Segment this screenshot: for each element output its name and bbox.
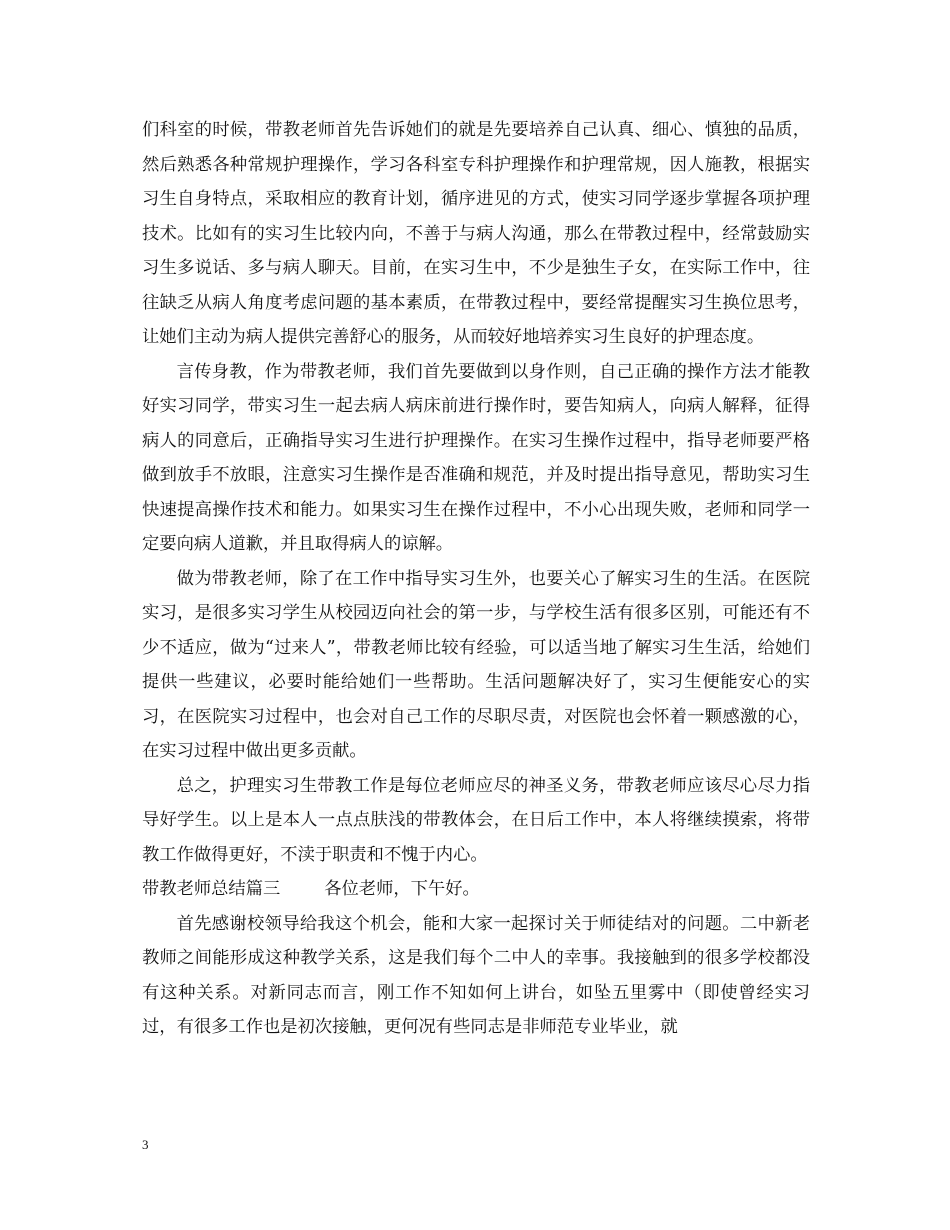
section-heading-line [142, 872, 810, 907]
paragraph-teaching-by-example: 言传身教，作为带教老师，我们首先要做到以身作则，自己正确的操作方法才能教好实习同学，带实习生一起去病人病床前进行操作时，要告知病人，向病人解释，征得病人的同意后，正确指导实习生进行护理操作。在实习生操作过程中，指导老师要严格做到放手不放眼，注意实习生操作是否准确和规范，并及时提出指导意见，帮助实习生快速提高操作技术和能力。如果实习生在操作过程中，不小心出现失败，老师和同学一定要向病人道歉，并且取得病人的谅解。 [142, 361, 810, 554]
section-greeting: 各位老师，下午好。 [324, 879, 480, 899]
document-body [142, 113, 810, 1045]
section-title: 带教老师总结篇三 [142, 879, 281, 899]
paragraph-student-life: 做为带教老师，除了在工作中指导实习生外，也要关心了解实习生的生活。在医院实习，是很多实习学生从校园迈向社会的第一步，与学校生活有很多区别，可能还有不少不适应，做为“过来人”，带教老师比较有经验，可以适当地了解实习生生活，给她们提供一些建议，必要时能给她们一些帮助。生活问题解决好了，实习生便能安心的实习，在医院实习过程中，也会对自己工作的尽职尽责，对医院也会怀着一颗感激的心，在实习过程中做出更多贡献。 [142, 568, 810, 761]
paragraph-thanks: 首先感谢校领导给我这个机会，能和大家一起探讨关于师徒结对的问题。二中新老教师之间能形成这种教学关系，这是我们每个二中人的幸事。我接触到的很多学校都没有这种关系。对新同志而言，刚工作不知如何上讲台，如坠五里雾中（即使曾经实习过，有很多工作也是初次接触，更何况有些同志是非师范专业毕业，就 [142, 913, 810, 1037]
paragraph-conclusion: 总之，护理实习生带教工作是每位老师应尽的神圣义务，带教老师应该尽心尽力指导好学生。以上是本人一点点肤浅的带教体会，在日后工作中，本人将继续摸索，将带教工作做得更好，不渎于职责和不愧于内心。 [142, 775, 810, 865]
page-number: 3 [142, 1137, 149, 1152]
paragraph-continuation: 们科室的时候，带教老师首先告诉她们的就是先要培养自己认真、细心、慎独的品质，然后熟悉各种常规护理操作，学习各科室专科护理操作和护理常规，因人施教，根据实习生自身特点，采取相应的教育计划，循序进见的方式，使实习同学逐步掌握各项护理技术。比如有的实习生比较内向，不善于与病人沟通，那么在带教过程中，经常鼓励实习生多说话、多与病人聊天。目前，在实习生中，不少是独生子女，在实际工作中，往往缺乏从病人角度考虑问题的基本素质，在带教过程中，要经常提醒实习生换位思考，让她们主动为病人提供完善舒心的服务，从而较好地培养实习生良好的护理态度。 [142, 120, 810, 347]
